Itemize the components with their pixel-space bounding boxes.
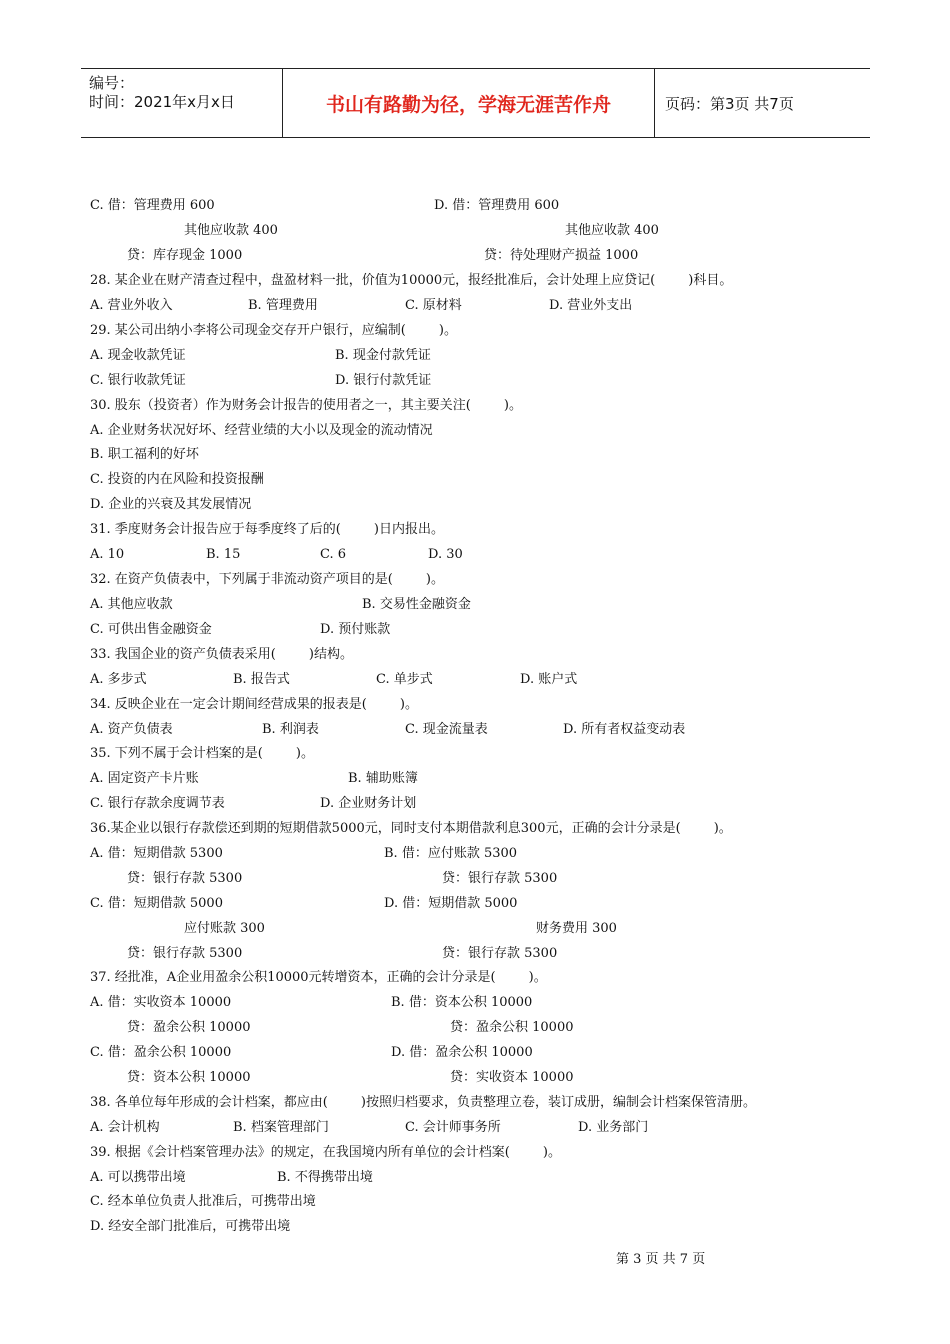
text-line: C. 单步式	[376, 672, 433, 687]
text-line: B. 15	[206, 547, 241, 562]
page-header	[81, 68, 870, 138]
text-line: D. 经安全部门批准后，可携带出境	[90, 1219, 291, 1234]
text-line: D. 预付账款	[320, 622, 391, 637]
text-line: B. 不得携带出境	[277, 1170, 373, 1185]
text-line: 39. 根据《会计档案管理办法》的规定，在我国境内所有单位的会计档案( )。	[90, 1145, 562, 1160]
text-line: C. 投资的内在风险和投资报酬	[90, 472, 264, 487]
text-line: D. 所有者权益变动表	[563, 722, 686, 737]
text-line: 贷：资本公积 10000	[127, 1070, 251, 1085]
text-line: D. 营业外支出	[549, 298, 633, 313]
text-line: D. 账户式	[520, 672, 578, 687]
text-line: 财务费用 300	[536, 921, 617, 936]
text-line: 其他应收款 400	[184, 223, 278, 238]
text-line: C. 原材料	[405, 298, 462, 313]
text-line: D. 借：盈余公积 10000	[391, 1045, 533, 1060]
text-line: A. 可以携带出境	[90, 1170, 186, 1185]
text-line: C. 借：盈余公积 10000	[90, 1045, 232, 1060]
text-line: C. 借：管理费用 600	[90, 198, 215, 213]
text-line: C. 银行收款凭证	[90, 373, 186, 388]
text-line: 35. 下列不属于会计档案的是( )。	[90, 746, 315, 761]
text-line: A. 固定资产卡片账	[90, 771, 199, 786]
text-line: A. 资产负债表	[90, 722, 173, 737]
text-line: 37. 经批准，A企业用盈余公积10000元转增资本，正确的会计分录是( )。	[90, 970, 547, 985]
text-line: 贷：实收资本 10000	[450, 1070, 574, 1085]
text-line: 贷：待处理财产损益 1000	[484, 248, 639, 263]
date-label: 时间：2021年x月x日	[89, 93, 235, 111]
text-line: 其他应收款 400	[565, 223, 659, 238]
text-line: 贷：盈余公积 10000	[450, 1020, 574, 1035]
text-line: C. 6	[320, 547, 347, 562]
text-line: D. 借：管理费用 600	[434, 198, 560, 213]
text-line: B. 交易性金融资金	[362, 597, 471, 612]
page-footer: 第 3 页 共 7 页	[616, 1252, 706, 1267]
text-line: 30. 股东（投资者）作为财务会计报告的使用者之一，其主要关注( )。	[90, 398, 523, 413]
text-line: 贷：银行存款 5300	[127, 946, 243, 961]
text-line: 33. 我国企业的资产负债表采用( )结构。	[90, 647, 354, 662]
text-line: C. 银行存款余度调节表	[90, 796, 225, 811]
text-line: A. 借：短期借款 5300	[90, 846, 223, 861]
header-left-cell	[81, 69, 282, 137]
text-line: B. 利润表	[262, 722, 319, 737]
text-line: B. 报告式	[233, 672, 290, 687]
text-line: A. 营业外收入	[90, 298, 173, 313]
text-line: B. 借：资本公积 10000	[391, 995, 533, 1010]
text-line: B. 管理费用	[248, 298, 318, 313]
text-line: 31. 季度财务会计报告应于每季度终了后的( )日内报出。	[90, 522, 445, 537]
text-line: D. 企业财务计划	[320, 796, 417, 811]
text-line: 贷：盈余公积 10000	[127, 1020, 251, 1035]
text-line: A. 现金收款凭证	[90, 348, 186, 363]
text-line: 贷：库存现金 1000	[127, 248, 243, 263]
text-line: C. 可供出售金融资金	[90, 622, 212, 637]
text-line: 29. 某公司出纳小李将公司现金交存开户银行，应编制( )。	[90, 323, 458, 338]
text-line: A. 借：实收资本 10000	[90, 995, 232, 1010]
text-line: 贷：银行存款 5300	[127, 871, 243, 886]
text-line: C. 现金流量表	[405, 722, 488, 737]
text-line: 32. 在资产负债表中，下列属于非流动资产项目的是( )。	[90, 572, 445, 587]
text-line: A. 企业财务状况好坏、经营业绩的大小以及现金的流动情况	[90, 423, 433, 438]
text-line: A. 会计机构	[90, 1120, 160, 1135]
page-label: 页码：第3页 共7页	[665, 94, 794, 113]
text-line: 应付账款 300	[184, 921, 265, 936]
header-page-cell	[655, 69, 870, 137]
text-line: D. 借：短期借款 5000	[384, 896, 518, 911]
text-line: A. 10	[90, 547, 125, 562]
number-label: 编号：	[89, 74, 135, 92]
text-line: B. 辅助账簿	[348, 771, 418, 786]
text-line: B. 档案管理部门	[233, 1120, 329, 1135]
text-line: A. 多步式	[90, 672, 147, 687]
text-line: B. 职工福利的好坏	[90, 447, 199, 462]
motto: 书山有路勤为径，学海无涯苦作舟	[325, 93, 611, 116]
text-line: B. 现金付款凭证	[335, 348, 431, 363]
text-line: 28. 某企业在财产清查过程中，盘盈材料一批，价值为10000元，报经批准后，会计处理上应贷记( )科目。	[90, 273, 733, 288]
text-line: C. 借：短期借款 5000	[90, 896, 223, 911]
text-line: C. 经本单位负责人批准后，可携带出境	[90, 1194, 316, 1209]
text-line: B. 借：应付账款 5300	[384, 846, 518, 861]
text-line: 34. 反映企业在一定会计期间经营成果的报表是( )。	[90, 697, 419, 712]
text-line: D. 银行付款凭证	[335, 373, 432, 388]
text-line: D. 30	[428, 547, 463, 562]
text-line: 贷：银行存款 5300	[442, 946, 558, 961]
text-line: D. 企业的兴衰及其发展情况	[90, 497, 252, 512]
header-motto-cell	[282, 69, 655, 137]
text-line: D. 业务部门	[578, 1120, 649, 1135]
text-line: 贷：银行存款 5300	[442, 871, 558, 886]
text-line: C. 会计师事务所	[405, 1120, 501, 1135]
text-line: 36.某企业以银行存款偿还到期的短期借款5000元，同时支付本期借款利息300元，正确的会计分录是( )。	[90, 821, 732, 836]
text-line: A. 其他应收款	[90, 597, 173, 612]
text-line: 38. 各单位每年形成的会计档案，都应由( )按照归档要求，负责整理立卷，装订成册，编制会计档案保管清册。	[90, 1095, 757, 1110]
